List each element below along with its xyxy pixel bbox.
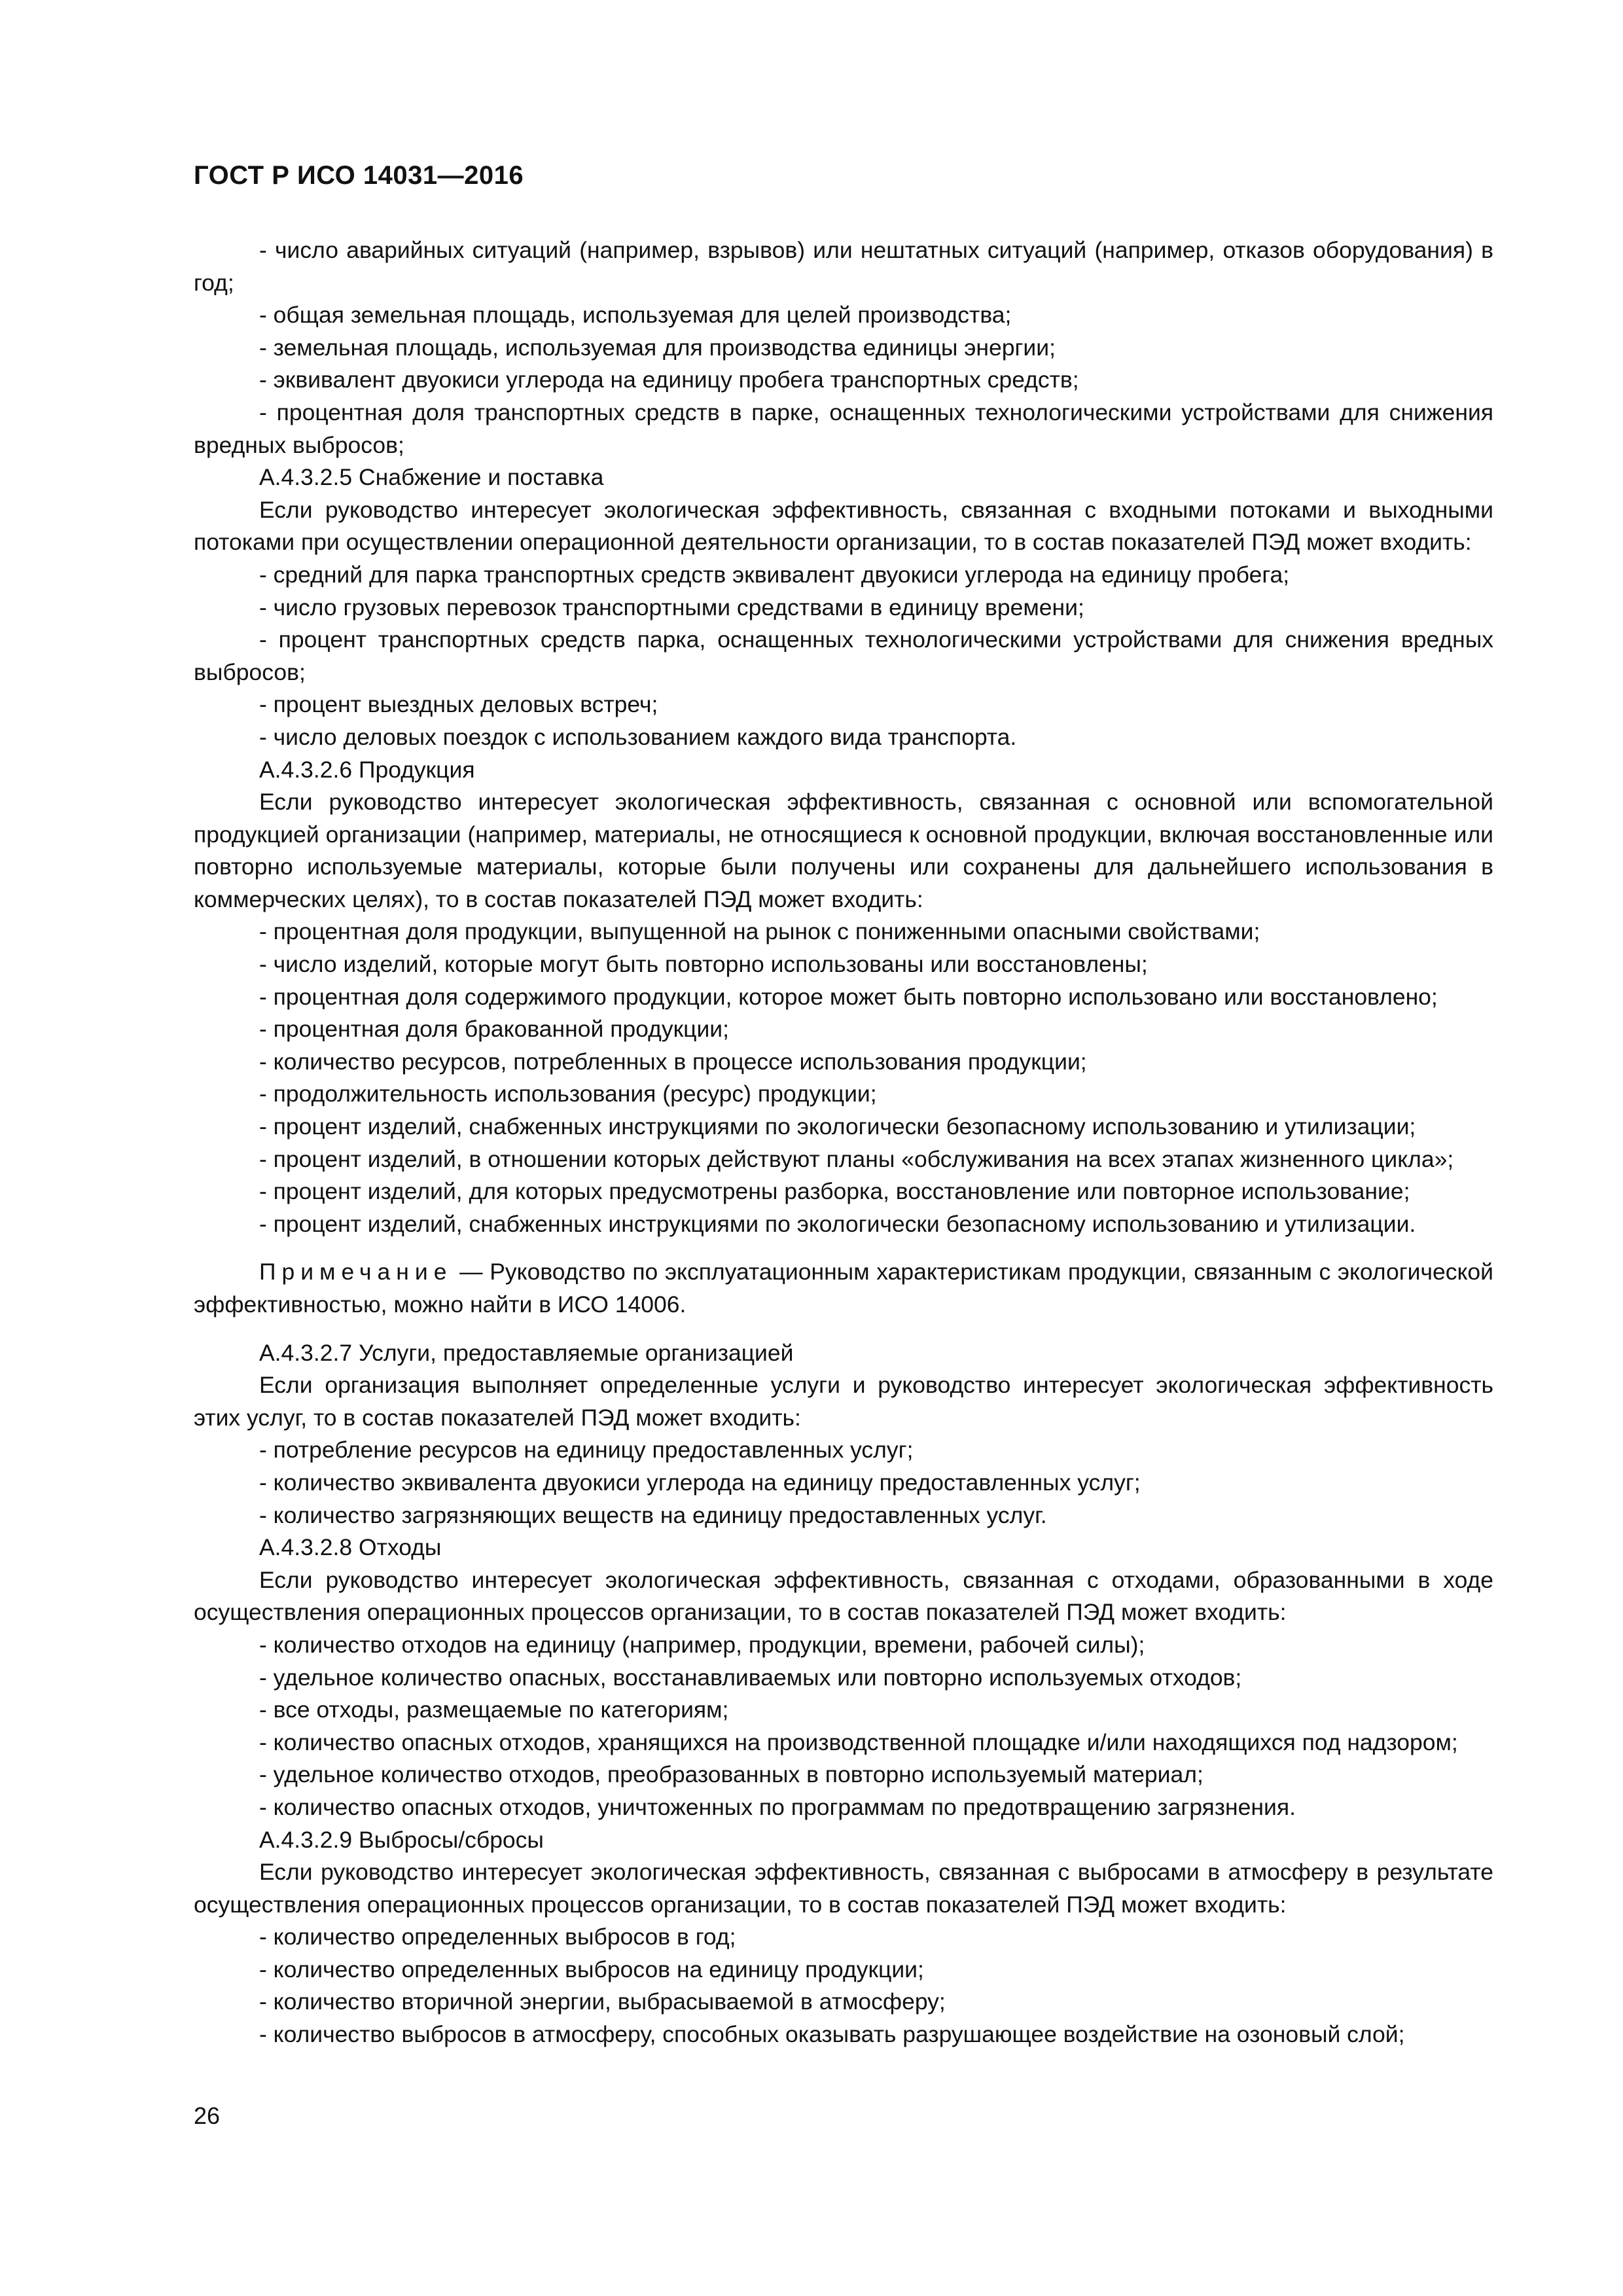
list-item: - процент изделий, для которых предусмотрены разборка, восстановление или повторное использование; — [259, 1178, 1410, 1205]
list-item: - количество определенных выбросов в год; — [259, 1924, 736, 1950]
list-item: - число изделий, которые могут быть повторно использованы или восстановлены; — [259, 951, 1148, 978]
list-item: - количество определенных выбросов на единицу продукции; — [259, 1956, 924, 1982]
list-item: - потребление ресурсов на единицу предоставленных услуг; — [259, 1437, 914, 1463]
list-item: - процент изделий, в отношении которых действуют планы «обслуживания на всех этапах жизненного цикла»; — [259, 1145, 1454, 1172]
page-number: 26 — [194, 2102, 221, 2129]
list-item: - удельное количество опасных, восстанавливаемых или повторно используемых отходов; — [259, 1664, 1242, 1691]
list-item: - процентная доля бракованной продукции; — [259, 1016, 729, 1043]
note-label: Примечание — [259, 1259, 453, 1285]
list-item: - количество отходов на единицу (например, продукции, времени, рабочей силы); — [259, 1631, 1145, 1658]
list-item: - число аварийных ситуаций (например, взрывов) или нештатных ситуаций (например, отказов оборудования) в год; — [194, 237, 1493, 296]
list-item: - количество эквивалента двуокиси углерода на единицу предоставленных услуг; — [259, 1469, 1141, 1496]
list-item: - процент изделий, снабженных инструкциями по экологически безопасному использованию и утилизации. — [259, 1210, 1416, 1237]
section-heading: А.4.3.2.5 Снабжение и поставка — [259, 464, 604, 491]
section-intro: Если организация выполняет определенные услуги и руководство интересует экологическая эффективность этих услуг, то в состав показателей ПЭД может входить: — [194, 1372, 1493, 1431]
list-item: - процентная доля транспортных средств в парке, оснащенных технологическими устройствами для снижения вредных выбросов; — [194, 399, 1493, 458]
note — [194, 1256, 1493, 1321]
section-heading: А.4.3.2.6 Продукция — [259, 756, 475, 783]
document-body — [194, 234, 1493, 2051]
list-item: - процентная доля продукции, выпущенной на рынок с пониженными опасными свойствами; — [259, 918, 1260, 945]
list-item: - продолжительность использования (ресурс) продукции; — [259, 1081, 877, 1107]
section-intro: Если руководство интересует экологическая эффективность, связанная с основной или вспомогательной продукцией организации (например, материалы, не относящиеся к основной продукции, включая восстановленные или повторно используемые материалы, которые были получены или сохранены для дальнейшего использования в коммерческих целях), то в состав показателей ПЭД может входить: — [194, 789, 1493, 912]
section-intro: Если руководство интересует экологическая эффективность, связанная с выбросами в атмосферу в результате осуществления операционных процессов организации, то в состав показателей ПЭД может входить: — [194, 1859, 1493, 1918]
list-item: - процент изделий, снабженных инструкциями по экологически безопасному использованию и утилизации; — [259, 1113, 1416, 1140]
list-item: - процент выездных деловых встреч; — [259, 691, 658, 718]
list-item: - число деловых поездок с использованием каждого вида транспорта. — [259, 723, 1017, 750]
list-item: - количество опасных отходов, уничтоженных по программам по предотвращению загрязнения. — [259, 1793, 1296, 1820]
list-item: - средний для парка транспортных средств эквивалент двуокиси углерода на единицу пробега; — [259, 561, 1290, 588]
section-intro: Если руководство интересует экологическая эффективность, связанная с входными потоками и выходными потоками при осуществлении операционной деятельности организации, то в состав показателей ПЭД может входить: — [194, 496, 1493, 556]
list-item: - процент транспортных средств парка, оснащенных технологическими устройствами для снижения вредных выбросов; — [194, 626, 1493, 685]
list-item: - удельное количество отходов, преобразованных в повторно используемый материал; — [259, 1761, 1204, 1788]
list-item: - процентная доля содержимого продукции, которое может быть повторно использовано или восстановлено; — [259, 983, 1438, 1010]
note-text: — Руководство по эксплуатационным характеристикам продукции, связанным с экологической эффективностью, можно найти в ИСО 14006. — [194, 1259, 1493, 1318]
section-intro: Если руководство интересует экологическая эффективность, связанная с отходами, образованными в ходе осуществления операционных процессов организации, то в состав показателей ПЭД может входить: — [194, 1566, 1493, 1626]
list-item: - эквивалент двуокиси углерода на единицу пробега транспортных средств; — [259, 367, 1079, 393]
list-item: - число грузовых перевозок транспортными средствами в единицу времени; — [259, 594, 1084, 620]
list-item: - общая земельная площадь, используемая для целей производства; — [259, 302, 1012, 329]
list-item: - все отходы, размещаемые по категориям; — [259, 1696, 729, 1723]
list-item: - количество выбросов в атмосферу, способных оказывать разрушающее воздействие на озоновый слой; — [259, 2021, 1405, 2048]
document-header: ГОСТ Р ИСО 14031—2016 — [194, 161, 524, 190]
section-heading: А.4.3.2.9 Выбросы/сбросы — [259, 1826, 544, 1853]
list-item: - земельная площадь, используемая для производства единицы энергии; — [259, 334, 1056, 361]
list-item: - количество опасных отходов, хранящихся на производственной площадке и/или находящихся под надзором; — [259, 1729, 1458, 1755]
list-item: - количество загрязняющих веществ на единицу предоставленных услуг. — [259, 1501, 1047, 1528]
list-item: - количество вторичной энергии, выбрасываемой в атмосферу; — [259, 1988, 946, 2015]
section-heading: А.4.3.2.8 Отходы — [259, 1534, 442, 1561]
list-item: - количество ресурсов, потребленных в процессе использования продукции; — [259, 1048, 1087, 1075]
section-heading: А.4.3.2.7 Услуги, предоставляемые организацией — [259, 1339, 794, 1366]
